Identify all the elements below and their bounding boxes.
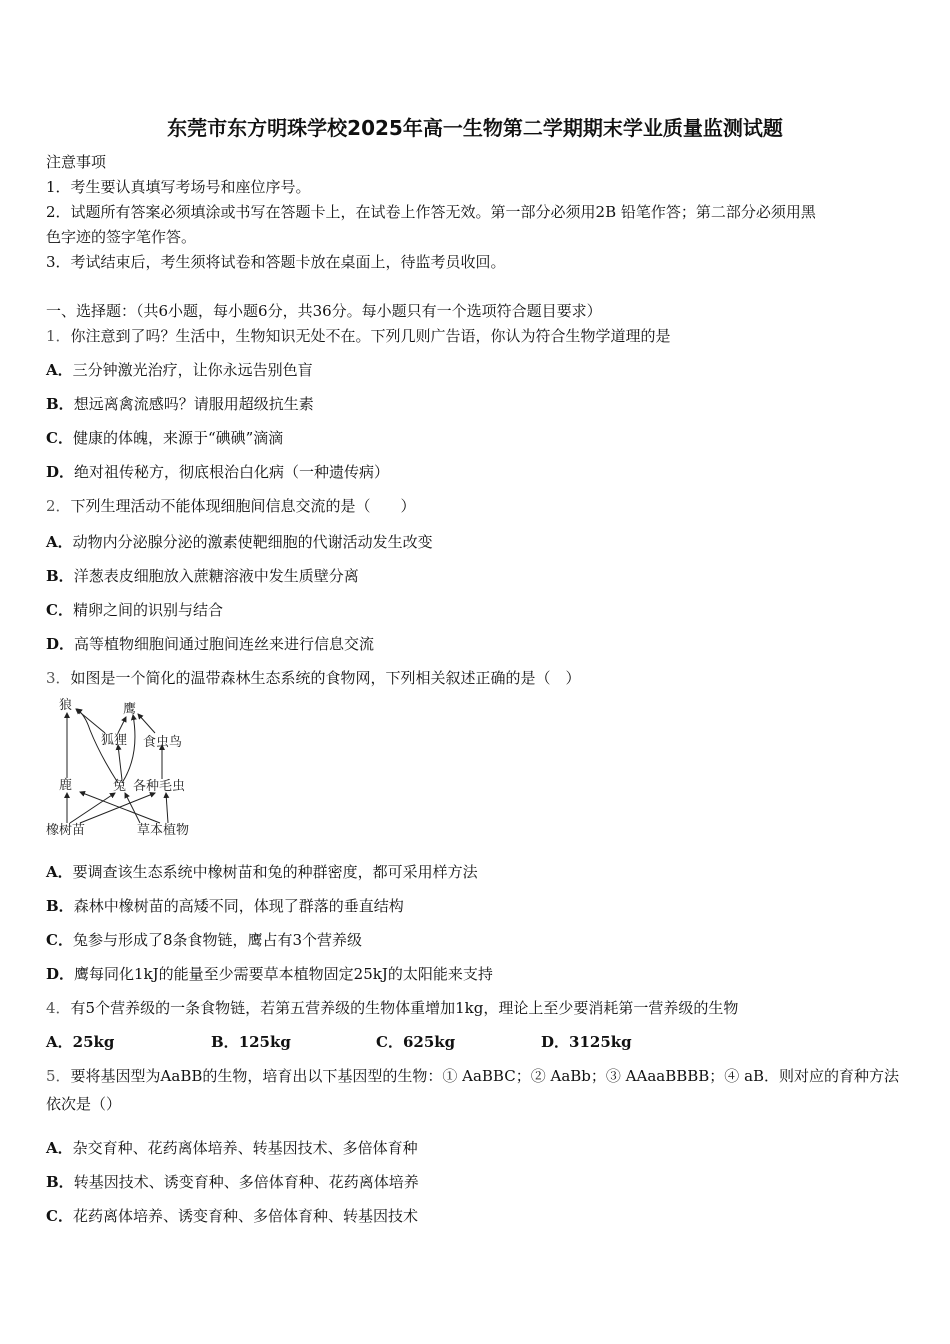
option-text: 动物内分泌腺分泌的激素使靶细胞的代谢活动发生改变 (72, 533, 433, 551)
question-number: 1． (46, 327, 71, 345)
option-label: C． (46, 429, 73, 447)
question-3 (46, 668, 581, 688)
option-text: 精卵之间的识别与结合 (72, 601, 223, 619)
option-c (46, 930, 362, 950)
option-label: B． (46, 897, 74, 915)
option-text: 25kg (72, 1033, 115, 1051)
question-number: 5． (46, 1067, 71, 1085)
notice-heading: 注意事项 (46, 153, 107, 171)
option-b (46, 896, 404, 916)
option-a (46, 1138, 418, 1158)
option-label: B． (46, 1173, 74, 1191)
option-text: 森林中橡树苗的高矮不同，体现了群落的垂直结构 (73, 897, 404, 915)
node-fox: 狐狸 (101, 733, 128, 748)
option-text: 高等植物细胞间通过胞间连丝来进行信息交流 (74, 635, 375, 653)
question-number: 3． (46, 669, 71, 687)
option-text: 125kg (238, 1033, 291, 1051)
option-text: 鹰每同化1kJ的能量至少需要草本植物固定25kJ的太阳能来支持 (74, 965, 493, 983)
option-c (376, 1032, 541, 1052)
question-stem: 你注意到了吗？生活中，生物知识无处不在。下列几则广告语，你认为符合生物学道理的是 (70, 327, 671, 345)
node-oak-seedling: 橡树苗 (46, 823, 86, 838)
option-d (46, 964, 493, 984)
option-a (46, 360, 313, 380)
option-b (46, 566, 359, 586)
food-web-arrows (67, 709, 168, 823)
options-row (46, 1032, 632, 1052)
question-number: 4． (46, 999, 71, 1017)
option-d (46, 634, 374, 654)
option-a (46, 1032, 211, 1052)
option-text: 转基因技术、诱变育种、多倍体育种、花药离体培养 (73, 1173, 419, 1191)
option-text: 花药离体培养、诱变育种、多倍体育种、转基因技术 (72, 1207, 418, 1225)
option-label: D． (46, 635, 75, 653)
option-label: B． (46, 567, 74, 585)
question-5 (46, 1062, 906, 1118)
option-a (46, 532, 433, 552)
option-text: 要调查该生态系统中橡树苗和兔的种群密度，都可采用样方法 (72, 863, 478, 881)
option-label: C． (46, 601, 73, 619)
option-label: A． (46, 1139, 73, 1157)
option-label: C． (376, 1033, 403, 1051)
question-1 (46, 326, 671, 346)
option-b (46, 394, 314, 414)
page-title: 东莞市东方明珠学校2025年高一生物第二学期期末学业质量监测试题 (167, 116, 783, 140)
option-label: D． (46, 463, 75, 481)
node-herb-plant: 草本植物 (137, 823, 190, 838)
option-text: 想远离禽流感吗？请服用超级抗生素 (73, 395, 314, 413)
option-label: A． (46, 533, 73, 551)
question-stem: 下列生理活动不能体现细胞间信息交流的是（ ） (70, 497, 416, 515)
option-c (46, 600, 223, 620)
option-label: B． (211, 1033, 239, 1051)
option-text: 杂交育种、花药离体培养、转基因技术、多倍体育种 (72, 1139, 418, 1157)
notice-item: 2．试题所有答案必须填涂或书写在答题卡上，在试卷上作答无效。第一部分必须用2B 铅笔作答；第二部分必须用黑 (46, 203, 816, 221)
notice-item: 3．考试结束后，考生须将试卷和答题卡放在桌面上，待监考员收回。 (46, 253, 506, 271)
option-label: A． (46, 863, 73, 881)
option-text: 洋葱表皮细胞放入蔗糖溶液中发生质壁分离 (73, 567, 359, 585)
question-2 (46, 496, 416, 516)
option-label: D． (541, 1033, 570, 1051)
notice-item: 1．考生要认真填写考场号和座位序号。 (46, 178, 311, 196)
option-c (46, 1206, 418, 1226)
option-label: A． (46, 1033, 73, 1051)
option-text: 625kg (402, 1033, 456, 1051)
notice-item: 色字迹的签字笔作答。 (46, 228, 197, 246)
option-label: C． (46, 1207, 73, 1225)
option-b (46, 1172, 419, 1192)
node-deer: 鹿 (59, 778, 73, 793)
option-text: 绝对祖传秘方，彻底根治白化病（一种遗传病） (74, 463, 390, 481)
option-label: D． (46, 965, 75, 983)
question-4 (46, 998, 738, 1018)
option-c (46, 428, 283, 448)
option-text: 健康的体魄，来源于“碘碘”滴滴 (72, 429, 284, 447)
option-label: B． (46, 395, 74, 413)
food-web-diagram (40, 695, 210, 845)
option-d (541, 1032, 632, 1052)
node-eagle: 鹰 (123, 702, 137, 717)
question-stem: 要将基因型为AaBB的生物，培育出以下基因型的生物：① AaBBC；② AaBb；③ AAaaBBBB；④ aB．则对应的育种方法依次是（） (46, 1067, 900, 1113)
node-insect-bird: 食虫鸟 (143, 735, 183, 750)
question-stem: 如图是一个简化的温带森林生态系统的食物网，下列相关叙述正确的是（ ） (70, 669, 581, 687)
option-text: 兔参与形成了8条食物链，鹰占有3个营养级 (72, 931, 363, 949)
node-wolf: 狼 (59, 698, 73, 713)
question-number: 2． (46, 497, 71, 515)
option-a (46, 862, 478, 882)
option-text: 三分钟激光治疗，让你永远告别色盲 (72, 361, 313, 379)
question-stem: 有5个营养级的一条食物链，若第五营养级的生物体重增加1kg，理论上至少要消耗第一营养级的生物 (70, 999, 739, 1017)
option-d (46, 462, 389, 482)
option-text: 3125kg (569, 1033, 632, 1051)
option-label: C． (46, 931, 73, 949)
option-b (211, 1032, 376, 1052)
node-rabbit: 兔 (113, 779, 127, 794)
node-caterpillar: 各种毛虫 (133, 779, 186, 794)
section-heading: 一、选择题：（共6小题，每小题6分，共36分。每小题只有一个选项符合题目要求） (46, 302, 602, 320)
option-label: A． (46, 361, 73, 379)
